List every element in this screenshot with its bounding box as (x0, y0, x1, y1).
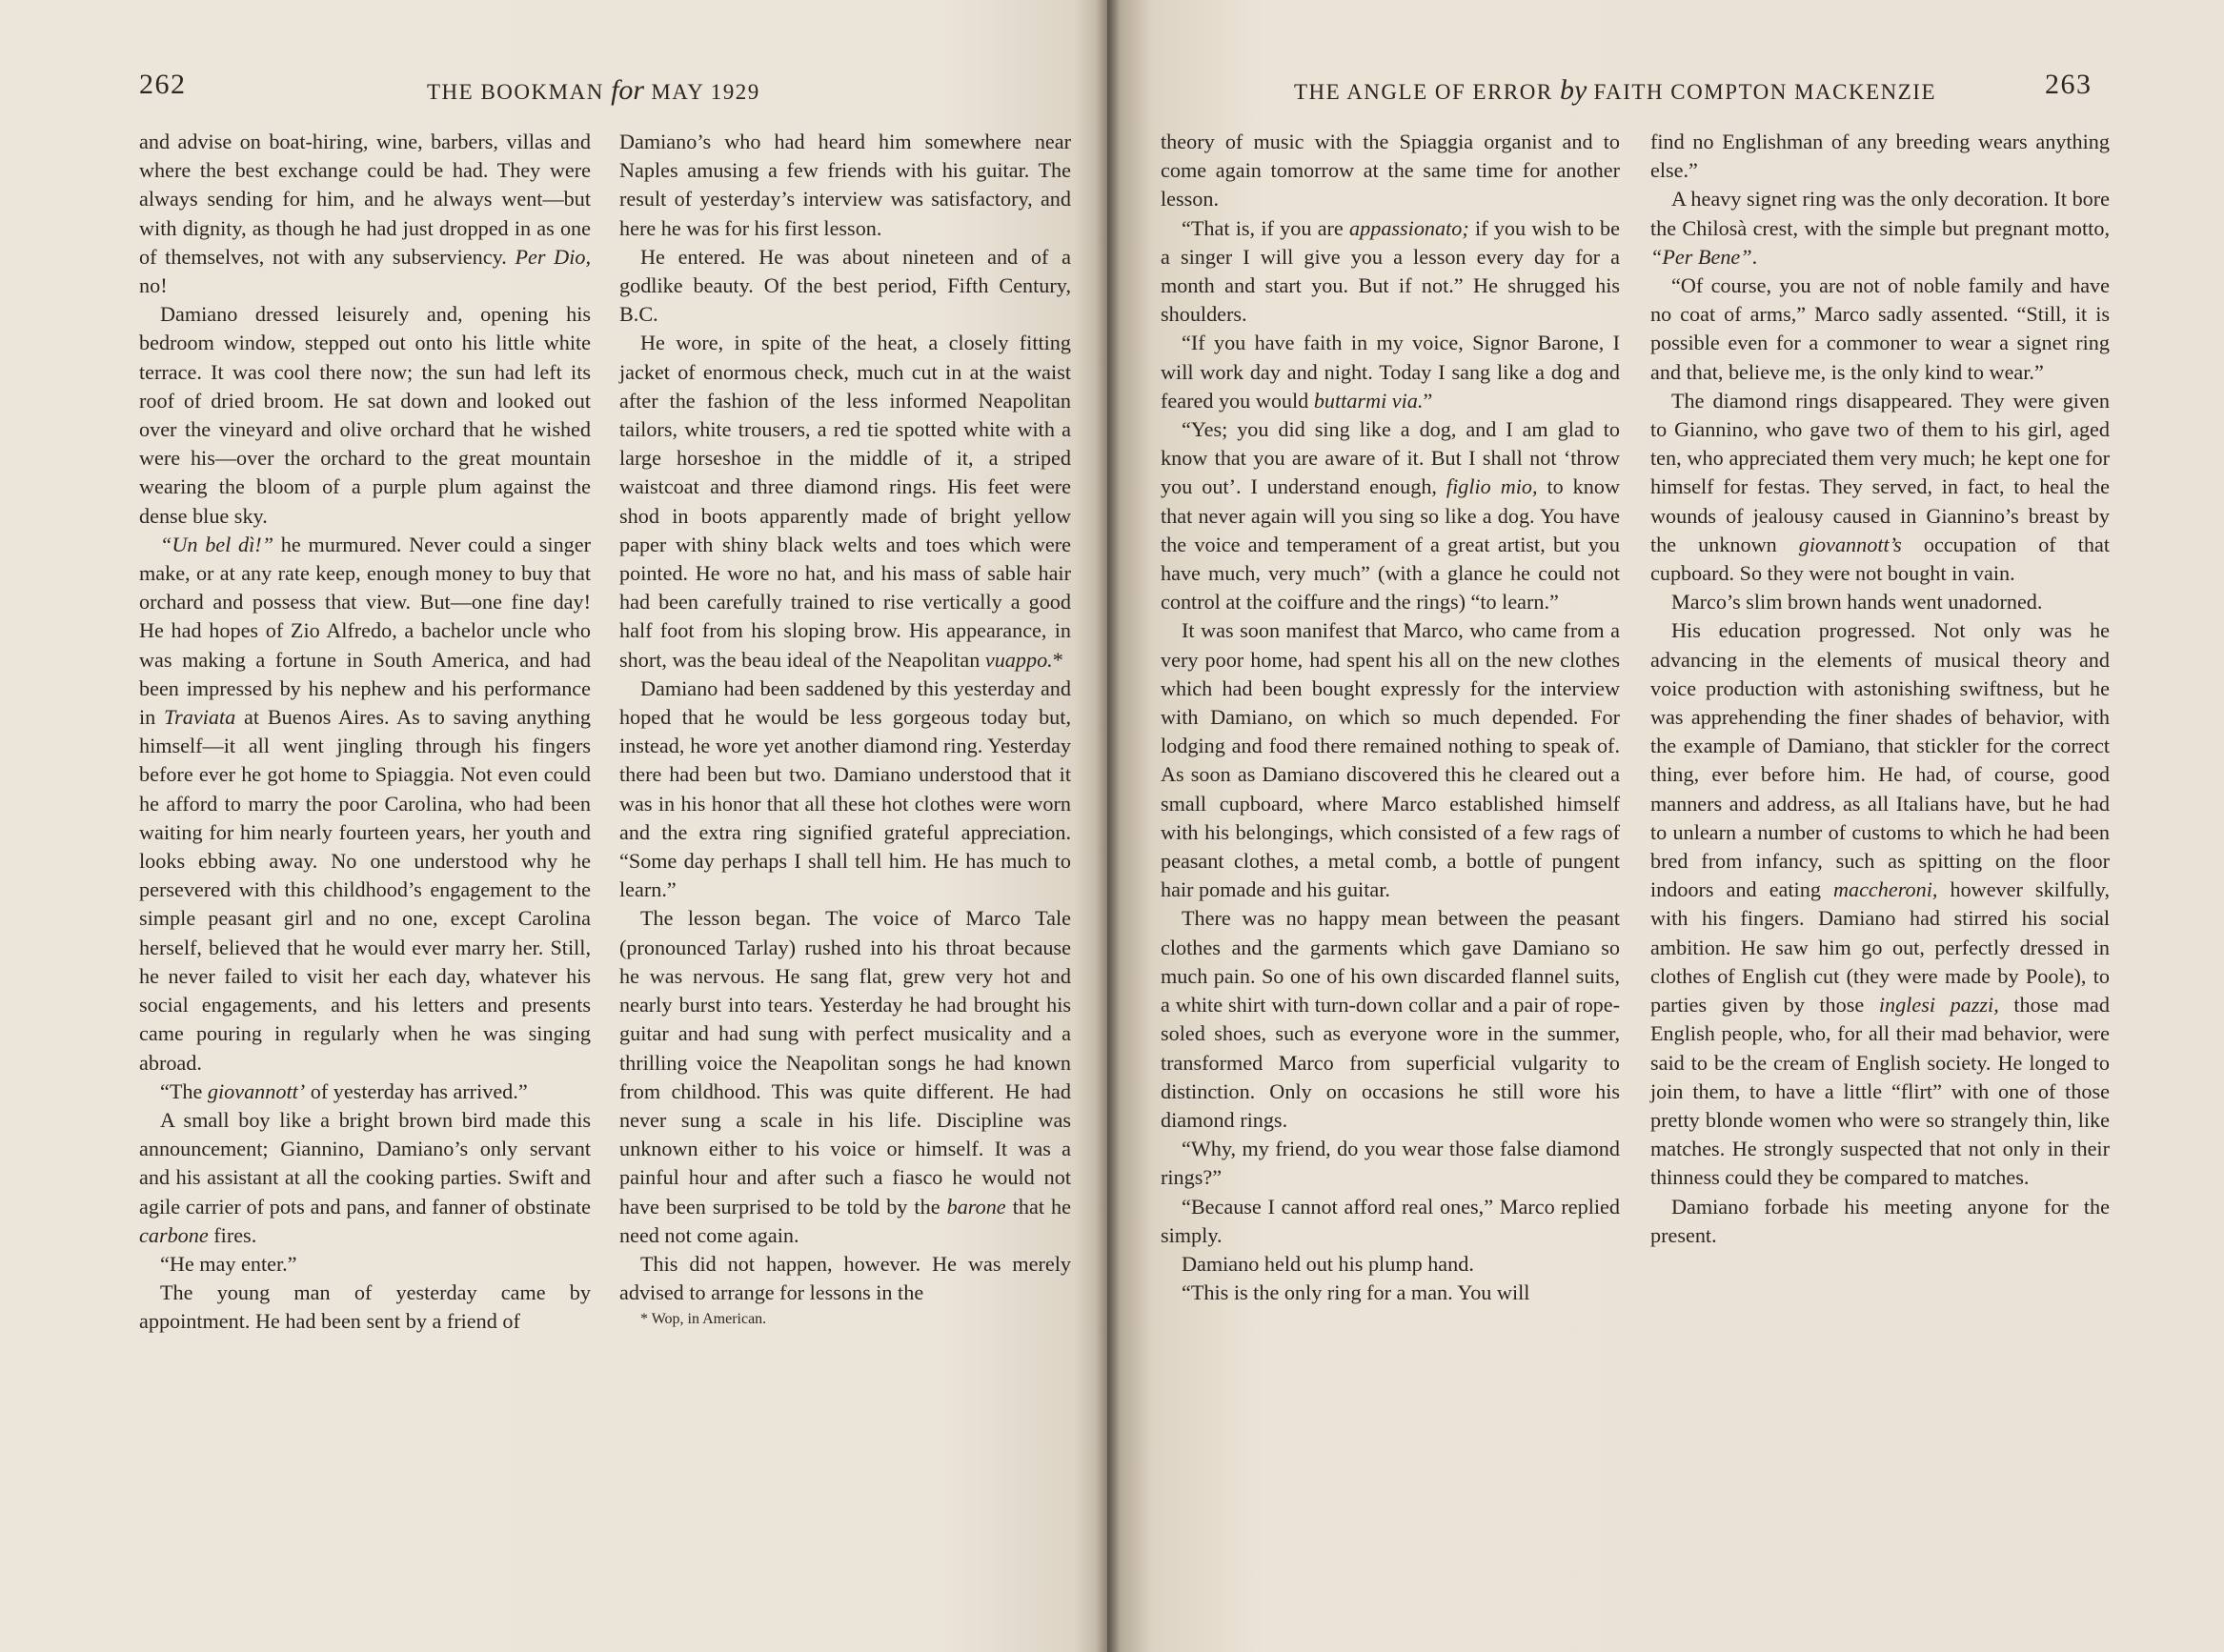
paragraph: Damiano held out his plump hand. (1182, 1251, 1474, 1276)
right-column-2 (1650, 128, 2110, 1250)
left-page (0, 0, 1107, 1652)
left-column-1 (139, 128, 591, 1337)
paragraph: Marco’s slim brown hands went unadorned. (1671, 590, 2043, 614)
left-folio: 262 (139, 69, 187, 100)
paragraph: “Yes; you did sing like a dog, and I am glad to know that you are aware of it. But I shall not ‘throw you out’. I understand enough, figlio mio, to know that never again will you sing so like a dog. You have the voice and temperament of a great artist, but you have much, very much” (with a glance he could not control at the coiffure and the rings) “to learn.” (1161, 417, 1620, 614)
right-folio: 263 (2045, 69, 2093, 100)
right-running-title: THE ANGLE OF ERROR by FAITH COMPTON MACKENZIE (1294, 74, 1937, 106)
paragraph: Damiano had been saddened by this yesterday and hoped that he would be less gorgeous today but, instead, he wore yet another diamond ring. Yesterday there had been but two. Damiano understood that it was in his honor that all these hot clothes were worn and the extra ring signified grateful appreciation. “Some day perhaps I shall tell him. He has much to learn.” (619, 675, 1071, 902)
book-gutter (1096, 0, 1119, 1652)
paragraph: The lesson began. The voice of Marco Tale (pronounced Tarlay) rushed into his throat because he was nervous. He sang flat, grew very hot and nearly burst into tears. Yesterday he had brought his guitar and had sung with perfect musicality and a thrilling voice the Neapolitan songs he had known from childhood. This was quite different. He had never sung a scale in his life. Discipline was unknown either to his voice or himself. It was a painful hour and after such a fiasco he would not have been surprised to be told by the barone that he need not come again. (619, 906, 1071, 1247)
paragraph: “Why, my friend, do you wear those false diamond rings?” (1161, 1137, 1620, 1190)
right-running-head (1161, 69, 2113, 116)
paragraph: “This is the only ring for a man. You will (1182, 1280, 1530, 1305)
right-column-1 (1161, 128, 1620, 1307)
paragraph: A small boy like a bright brown bird made this announcement; Giannino, Damiano’s only servant and his assistant at all the cooking parties. Swift and agile carrier of pots and pans, and fanner of obstinate carbone fires. (139, 1107, 591, 1247)
left-running-head (139, 69, 1073, 116)
paragraph: “If you have faith in my voice, Signor Barone, I will work day and night. Today I sang like a dog and feared you would buttarmi via.” (1161, 331, 1620, 413)
paragraph: “That is, if you are appassionato; if you wish to be a singer I will give you a lesson every day for a month and start you. But if not.” He shrugged his shoulders. (1161, 215, 1620, 327)
paragraph: theory of music with the Spiaggia organist and to come again tomorrow at the same time for another lesson. (1161, 130, 1620, 212)
paragraph: “He may enter.” (160, 1251, 297, 1276)
paragraph: “The giovannott’ of yesterday has arrived.” (160, 1078, 528, 1103)
paragraph: “Un bel dì!” he murmured. Never could a singer make, or at any rate keep, enough money to buy that orchard and possess that view. But—one fine day! He had hopes of Zio Alfredo, a bachelor uncle who was making a fortune in South America, and had been impressed by his nephew and his performance in Traviata at Buenos Aires. As to saving anything himself—it all went jingling through his fingers before ever he got home to Spiaggia. Not even could he afford to marry the poor Carolina, who had been waiting for him nearly fourteen years, her youth and looks ebbing away. No one understood why he persevered with this childhood’s engagement to the simple peasant girl and no one, except Carolina herself, believed that he would ever marry her. Still, he never failed to visit her each day, whatever his social engagements, and his letters and presents came pouring in regularly when he was singing abroad. (139, 532, 591, 1075)
paragraph: “Because I cannot afford real ones,” Marco replied simply. (1161, 1194, 1620, 1247)
left-running-title: THE BOOKMAN for MAY 1929 (427, 74, 760, 106)
right-page (1107, 0, 2224, 1652)
paragraph: A heavy signet ring was the only decoration. It bore the Chilosà crest, with the simple but pregnant motto, “Per Bene”. (1650, 187, 2110, 269)
paragraph: Damiano dressed leisurely and, opening his bedroom window, stepped out onto his little white terrace. It was cool there now; the sun had left its roof of dried broom. He sat down and looked out over the vineyard and olive orchard that he wished were his—over the orchard to the great mountain wearing the bloom of a purple plum against the dense blue sky. (139, 302, 591, 528)
left-column-2 (619, 128, 1071, 1330)
paragraph: and advise on boat-hiring, wine, barbers, villas and where the best exchange could be had. They were always sending for him, and he always went—but with dignity, as though he had just dropped in as one of themselves, not with any subserviency. Per Dio, no! (139, 130, 591, 298)
paragraph: This did not happen, however. He was merely advised to arrange for lessons in the (619, 1251, 1071, 1305)
paragraph: The young man of yesterday came by appointment. He had been sent by a friend of (139, 1280, 591, 1334)
paragraph: find no Englishman of any breeding wears anything else.” (1650, 130, 2110, 183)
paragraph: He wore, in spite of the heat, a closely fitting jacket of enormous check, much cut in at the waist after the fashion of the less informed Neapolitan tailors, white trousers, a red tie spotted white with a large horseshoe in the middle of it, a striped waistcoat and three diamond rings. His feet were shod in boots apparently made of bright yellow paper with shiny black welts and toes which were pointed. He wore no hat, and his mass of sable hair had been carefully trained to rise vertically a good half foot from his sloping brow. His appearance, in short, was the beau ideal of the Neapolitan vuappo.* (619, 331, 1071, 672)
paragraph: “Of course, you are not of noble family and have no coat of arms,” Marco sadly assented. “Still, it is possible even for a commoner to wear a signet ring and that, believe me, is the only kind to wear.” (1650, 273, 2110, 384)
footnote: * Wop, in American. (640, 1311, 767, 1328)
paragraph: His education progressed. Not only was he advancing in the elements of musical theory and voice production with astonishing swiftness, but he was apprehending the finer shades of behavior, with the example of Damiano, that stickler for the correct thing, ever before him. He had, of course, good manners and address, as all Italians have, but he had to unlearn a number of customs to which he had been bred from infancy, such as spitting on the floor indoors and eating maccheroni, however skilfully, with his fingers. Damiano had stirred his social ambition. He saw him go out, perfectly dressed in clothes of English cut (they were made by Poole), to parties given by those inglesi pazzi, those mad English people, who, for all their mad behavior, were said to be the cream of English society. He longed to join them, to have a little “flirt” with one of those pretty blonde women who were so strangely thin, like matches. He strongly suspected that not only in their thinness could they be compared to matches. (1650, 618, 2110, 1190)
paragraph: Damiano’s who had heard him somewhere near Naples amusing a few friends with his guitar. The result of yesterday’s interview was satisfactory, and here he was for his first lesson. (619, 130, 1071, 240)
paragraph: The diamond rings disappeared. They were given to Giannino, who gave two of them to his girl, aged ten, who appreciated them very much; he kept one for himself for festas. They served, in fact, to heal the wounds of jealousy caused in Giannino’s breast by the unknown giovannott’s occupation of that cupboard. So they were not bought in vain. (1650, 388, 2110, 586)
paragraph: It was soon manifest that Marco, who came from a very poor home, had spent his all on the new clothes which had been bought expressly for the interview with Damiano, on which so much depended. For lodging and food there remained nothing to speak of. As soon as Damiano discovered this he cleared out a small cupboard, where Marco established himself with his belongings, which consisted of a few rags of peasant clothes, a metal comb, a bottle of pungent hair pomade and his guitar. (1161, 618, 1620, 902)
paragraph: He entered. He was about nineteen and of a godlike beauty. Of the best period, Fifth Century, B.C. (619, 244, 1071, 327)
paragraph: There was no happy mean between the peasant clothes and the garments which gave Damiano so much pain. So one of his own discarded flannel suits, a white shirt with turn-down collar and a pair of rope-soled shoes, such as everyone wore in the summer, transformed Marco from superficial vulgarity to distinction. Only on occasions he still wore his diamond rings. (1161, 906, 1620, 1132)
paragraph: Damiano forbade his meeting anyone for the present. (1650, 1194, 2110, 1247)
